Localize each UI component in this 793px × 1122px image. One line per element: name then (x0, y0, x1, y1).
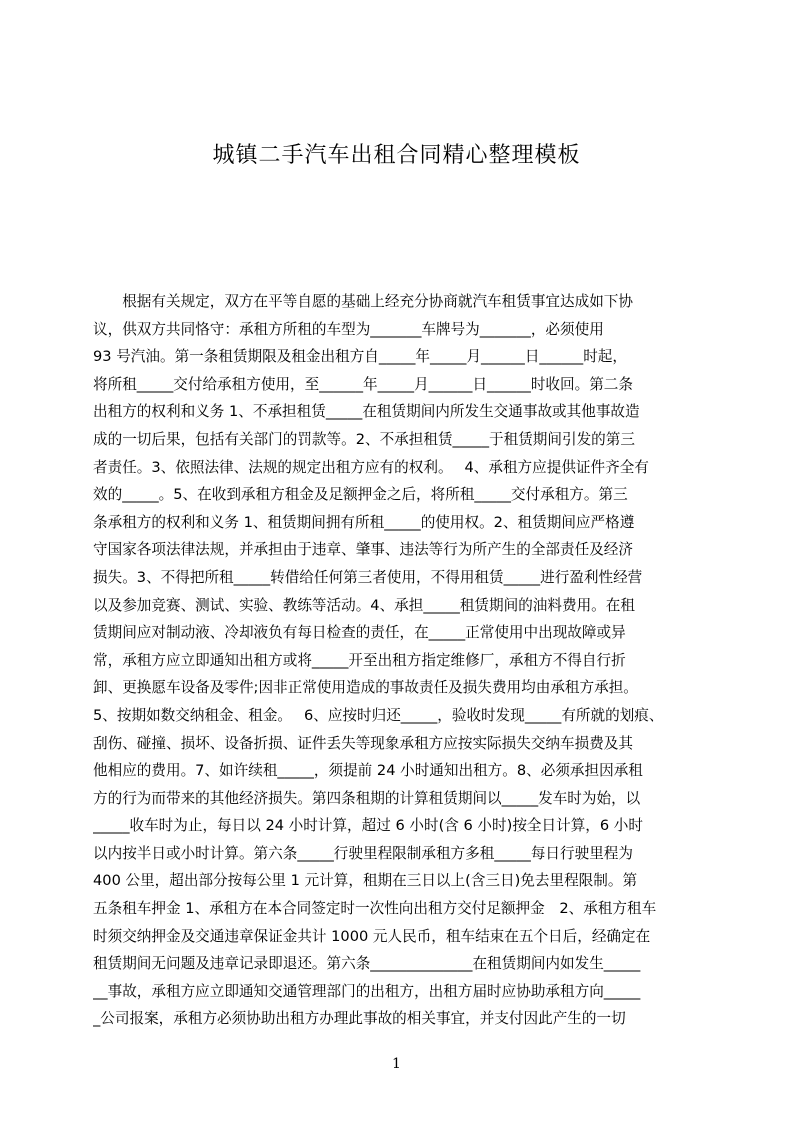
text-line: 5、按期如数交纳租金、租金。 6、应按时归还_____，验收时发现_____有所就的划痕、 (93, 706, 664, 724)
text-line: 成的一切后果，包括有关部门的罚款等。2、不承担租赁_____于租赁期间引发的第三 (93, 430, 635, 448)
text-line: 以及参加竞赛、测试、实验、教练等活动。4、承担_____租赁期间的油料费用。在租 (93, 596, 635, 614)
text-line: 租赁期间无问题及违章记录即退还。第六条______________在租赁期间内如发生_____ (93, 955, 641, 973)
text-line: 五条租车押金 1、承租方在本合同签定时一次性向出租方交付足额押金 2、承租方租车 (93, 900, 657, 918)
text-line: 时须交纳押金及交通违章保证金共计 1000 元人民币，租车结束在五个日后，经确定在 (93, 927, 651, 945)
text-line: 他相应的费用。7、如许续租_____，须提前 24 小时通知出租方。8、必须承担因承租 (93, 762, 643, 780)
text-line: __事故，承租方应立即通知交通管理部门的出租方，出租方届时应协助承租方向_____ (93, 982, 641, 1000)
text-line: 条承租方的权利和义务 1、租赁期间拥有所租_____的使用权。2、租赁期间应严格遵 (93, 513, 635, 531)
text-line: 以内按半日或小时计算。第六条_____行驶里程限制承租方多租_____每日行驶里程为 (93, 844, 633, 862)
text-line: _公司报案，承租方必须协助出租方办理此事故的相关事宜，并支付因此产生的一切 (93, 1010, 626, 1028)
text-line: 400 公里，超出部分按每公里 1 元计算，租期在三日以上(含三日)免去里程限制。第 (93, 872, 638, 890)
text-line: 方的行为而带来的其他经济损失。第四条租期的计算租赁期间以_____发车时为始，以 (93, 789, 641, 807)
text-line: 根据有关规定，双方在平等自愿的基础上经充分协商就汽车租赁事宜达成如下协 (93, 293, 633, 310)
text-line: 守国家各项法律法规，并承担由于违章、肇事、违法等行为所产生的全部责任及经济 (93, 541, 633, 559)
text-line: 者责任。3、依照法律、法规的规定出租方应有的权利。 4、承租方应提供证件齐全有 (93, 458, 649, 476)
document-title: 城镇二手汽车出租合同精心整理模板 (212, 143, 581, 168)
text-line: 93 号汽油。第一条租赁期限及租金出租方自_____年_____月______日______时起， (93, 348, 627, 366)
text-line: 赁期间应对制动液、冷却液负有每日检查的责任，在_____正常使用中出现故障或异 (93, 624, 626, 642)
text-line: 刮伤、碰撞、损坏、设备折损、证件丢失等现象承租方应按实际损失交纳车损费及其 (93, 734, 633, 752)
text-line: _____收车时为止，每日以 24 小时计算，超过 6 小时(含 6 小时)按全日计算，6 小时 (93, 817, 643, 835)
text-line: 损失。3、不得把所租_____转借给任何第三者使用，不得用租赁_____进行盈利性经营 (93, 568, 643, 586)
text-line: 效的_____。5、在收到承租方租金及足额押金之后，将所租_____交付承租方。第三 (93, 486, 628, 504)
text-line: 常，承租方应立即通知出租方或将_____开至出租方指定维修厂，承租方不得自行折 (93, 651, 626, 669)
text-line: 出租方的权利和义务 1、不承担租赁_____在租赁期间内所发生交通事故或其他事故造 (93, 403, 640, 421)
contract-body (93, 288, 697, 1033)
page-number: 1 (392, 1056, 401, 1072)
text-line: 将所租_____交付给承租方使用，至______年_____月______日______时收回。第二条 (93, 375, 633, 393)
text-line: 卸、更换愿车设备及零件;因非正常使用造成的事故责任及损失费用均由承租方承担。 (93, 679, 638, 697)
text-line: 议，供双方共同恪守：承租方所租的车型为_______车牌号为_______，必须使用 (93, 320, 604, 338)
